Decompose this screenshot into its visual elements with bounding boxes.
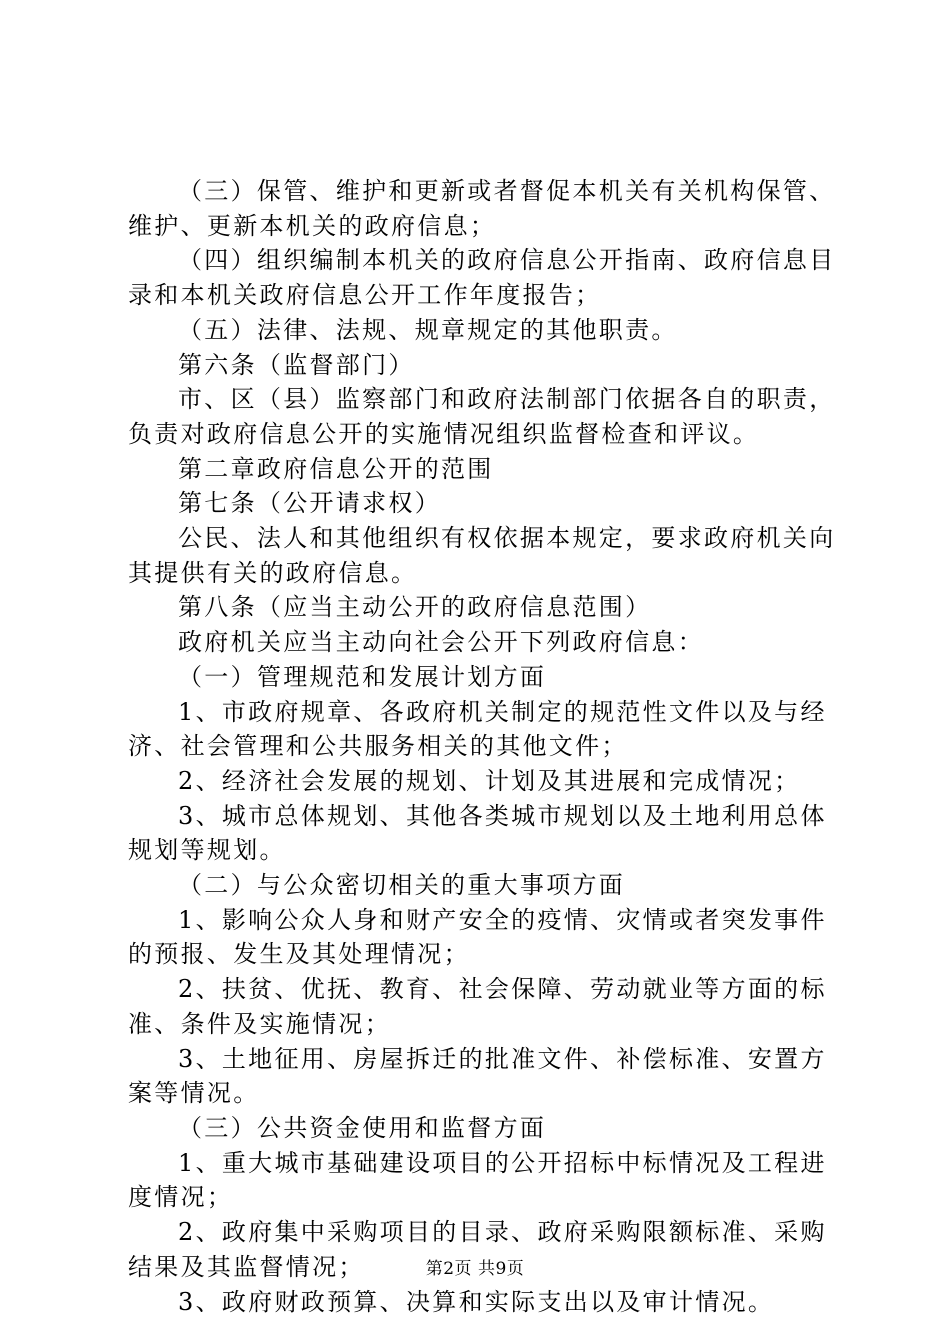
list-item: 2、经济社会发展的规划、计划及其进展和完成情况；: [178, 766, 801, 795]
paragraph: 公民、法人和其他组织有权依据本规定，要求政府机关向其提供有关的政府信息。: [128, 524, 836, 587]
list-item: 2、扶贫、优抚、教育、社会保障、劳动就业等方面的标准、条件及实施情况；: [128, 975, 827, 1038]
list-item: 1、影响公众人身和财产安全的疫情、灾情或者突发事件的预报、发生及其处理情况；: [128, 905, 827, 969]
paragraph: （五）法律、法规、规章规定的其他职责。: [178, 315, 678, 344]
paragraph: 政府机关应当主动向社会公开下列政府信息：: [178, 628, 704, 657]
subsection-heading: （一）管理规范和发展计划方面: [178, 662, 547, 691]
list-item: 1、市政府规章、各政府机关制定的规范性文件以及与经济、社会管理和公共服务相关的其他文件；: [128, 697, 827, 761]
list-item: 3、政府财政预算、决算和实际支出以及审计情况。: [178, 1287, 775, 1316]
section-heading: 第八条（应当主动公开的政府信息范围）: [178, 593, 652, 622]
subsection-heading: （二）与公众密切相关的重大事项方面: [178, 871, 626, 900]
list-item: 1、重大城市基础建设项目的公开招标中标情况及工程进度情况；: [128, 1148, 827, 1212]
list-item: 3、城市总体规划、其他各类城市规划以及土地利用总体规划等规划。: [128, 801, 827, 865]
section-heading: 第六条（监督部门）: [178, 350, 415, 379]
paragraph: 市、区（县）监察部门和政府法制部门依据各自的职责，负责对政府信息公开的实施情况组织监督检查和评议。: [128, 385, 836, 448]
section-heading: 第七条（公开请求权）: [178, 489, 441, 518]
paragraph: （四）组织编制本机关的政府信息公开指南、政府信息目录和本机关政府信息公开工作年度报告；: [128, 246, 836, 310]
chapter-heading: 第二章政府信息公开的范围: [178, 454, 494, 483]
page-footer: [0, 1254, 950, 1279]
paragraph: （三）保管、维护和更新或者督促本机关有关机构保管、维护、更新本机关的政府信息；: [128, 177, 836, 240]
list-item: 2、政府集中采购项目的目录、政府采购限额标准、采购结果及其监督情况；: [128, 1218, 827, 1281]
list-item: 3、土地征用、房屋拆迁的批准文件、补偿标准、安置方案等情况。: [128, 1044, 827, 1108]
document-body: [128, 174, 840, 1319]
subsection-heading: （三）公共资金使用和监督方面: [178, 1113, 547, 1142]
page-number: 第2页 共9页: [425, 1259, 525, 1279]
